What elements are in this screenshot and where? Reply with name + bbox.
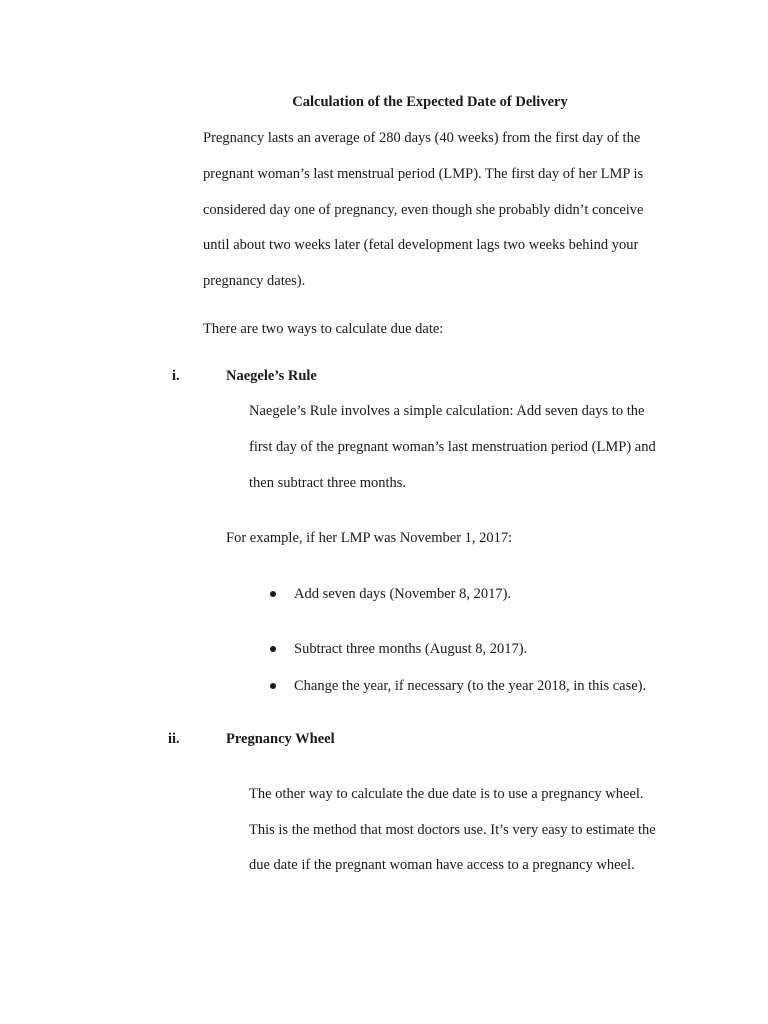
section-body-line: first day of the pregnant woman’s last menstruation period (LMP) and	[249, 439, 656, 455]
section-body-line: Naegele’s Rule involves a simple calculation: Add seven days to the	[249, 403, 645, 419]
section-body-line: due date if the pregnant woman have access to a pregnancy wheel.	[249, 857, 635, 873]
bullet-dot-icon	[270, 646, 276, 652]
bullet-text: Add seven days (November 8, 2017).	[294, 586, 512, 602]
section-heading: Naegele’s Rule	[226, 368, 317, 384]
section-body-line: This is the method that most doctors use. It’s very easy to estimate the	[249, 822, 656, 838]
intro-line: pregnant woman’s last menstrual period (LMP). The first day of her LMP is	[203, 166, 644, 182]
bullet-dot-icon	[270, 591, 276, 597]
section-body-line: The other way to calculate the due date is to use a pregnancy wheel.	[249, 786, 644, 802]
section-numeral: ii.	[168, 731, 180, 747]
section-heading: Pregnancy Wheel	[226, 731, 335, 747]
page-title: Calculation of the Expected Date of Delivery	[292, 94, 568, 110]
section-body-line: then subtract three months.	[249, 475, 407, 491]
bullet-text: Change the year, if necessary (to the year 2018, in this case).	[294, 678, 647, 694]
section-numeral: i.	[172, 368, 180, 384]
ways-intro: There are two ways to calculate due date:	[203, 321, 444, 337]
example-text: For example, if her LMP was November 1, 2017:	[226, 530, 513, 546]
bullet-text: Subtract three months (August 8, 2017).	[294, 641, 528, 657]
bullet-dot-icon	[270, 683, 276, 689]
intro-line: Pregnancy lasts an average of 280 days (40 weeks) from the first day of the	[203, 130, 641, 146]
intro-line: until about two weeks later (fetal development lags two weeks behind your	[203, 237, 639, 253]
intro-line: considered day one of pregnancy, even though she probably didn’t conceive	[203, 202, 644, 218]
intro-line: pregnancy dates).	[203, 273, 306, 289]
